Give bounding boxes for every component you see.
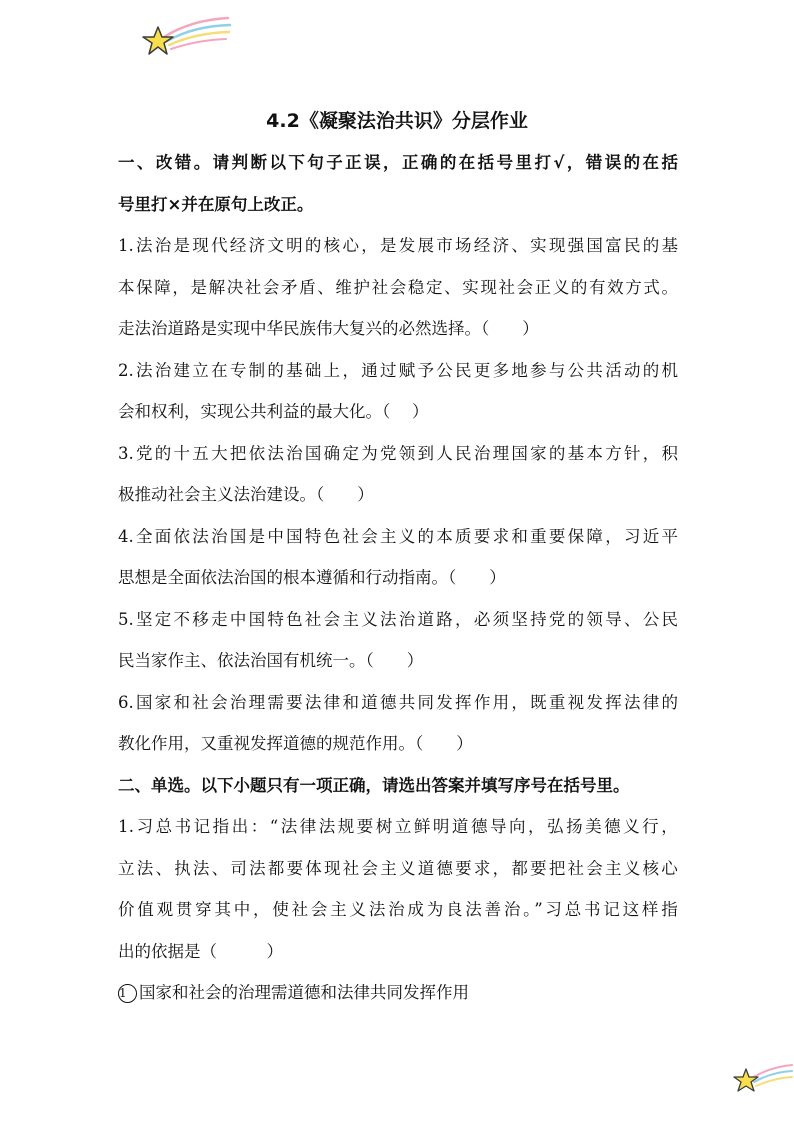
item-line: 民当家作主、依法治国有机统一。（ ） — [118, 651, 424, 670]
item-line: 教化作用，又重视发挥道德的规范作用。（ ） — [118, 734, 473, 753]
section-1-heading — [118, 142, 678, 225]
item-line: 4.全面依法治国是中国特色社会主义的本质要求和重要保障，习近平 — [118, 526, 678, 546]
item-line: 2.法治建立在专制的基础上，通过赋予公民更多地参与公共活动的机 — [118, 360, 678, 380]
shooting-star-icon — [136, 12, 236, 62]
option-number-circle: 1 — [118, 984, 137, 1003]
section-2-heading: 二、单选。以下小题只有一项正确，请选出答案并填写序号在括号里。 — [118, 775, 630, 795]
single-choice-question-1 — [118, 806, 678, 972]
item-line: 1.法治是现代经济文明的核心，是发展市场经济、实现强国富民的基 — [118, 236, 678, 255]
item-line: 3.党的十五大把依法治国确定为党领到人民治理国家的基本方针，积 — [118, 443, 678, 463]
worksheet-body — [118, 142, 678, 1014]
correction-item-3 — [118, 433, 678, 516]
item-line: 思想是全面依法治国的根本遵循和行动指南。（ ） — [118, 568, 506, 587]
item-line: 极推动社会主义法治建设。（ ） — [118, 485, 374, 504]
question-line: 出的依据是（ ） — [118, 941, 283, 961]
question-line: 立法、执法、司法都要体现社会主义道德要求，都要把社会主义核心 — [118, 858, 678, 878]
option-text: 国家和社会的治理需道德和法律共同发挥作用 — [139, 983, 469, 1002]
item-line: 6.国家和社会治理需要法律和道德共同发挥作用，既重视发挥法律的 — [118, 692, 678, 712]
correction-item-1 — [118, 225, 678, 350]
shooting-star-icon — [728, 1060, 794, 1098]
page-title: 4.2《凝聚法治共识》分层作业 — [266, 110, 528, 132]
item-line: 本保障，是解决社会矛盾、维护社会稳定、实现社会正义的有效方式。 — [118, 277, 678, 297]
correction-item-6 — [118, 682, 678, 765]
item-line: 5.坚定不移走中国特色社会主义法治道路，必须坚持党的领导、公民 — [118, 609, 678, 629]
heading-line: 号里打×并在原句上改正。 — [118, 194, 314, 214]
correction-item-5 — [118, 599, 678, 682]
question-line: 1.习总书记指出：“法律法规要树立鲜明道德导向，弘扬美德义行， — [118, 817, 678, 836]
question-line: 价值观贯穿其中，使社会主义法治成为良法善治。”习总书记这样指 — [118, 900, 678, 919]
heading-line: 一、改错。请判断以下句子正误，正确的在括号里打√，错误的在括 — [118, 153, 678, 172]
correction-item-2 — [118, 350, 678, 433]
choice-option-1 — [118, 972, 678, 1014]
correction-item-4 — [118, 516, 678, 599]
item-line: 走法治道路是实现中华民族伟大复兴的必然选择。（ ） — [118, 319, 539, 338]
item-line: 会和权利，实现公共利益的最大化。（ ） — [118, 402, 429, 421]
